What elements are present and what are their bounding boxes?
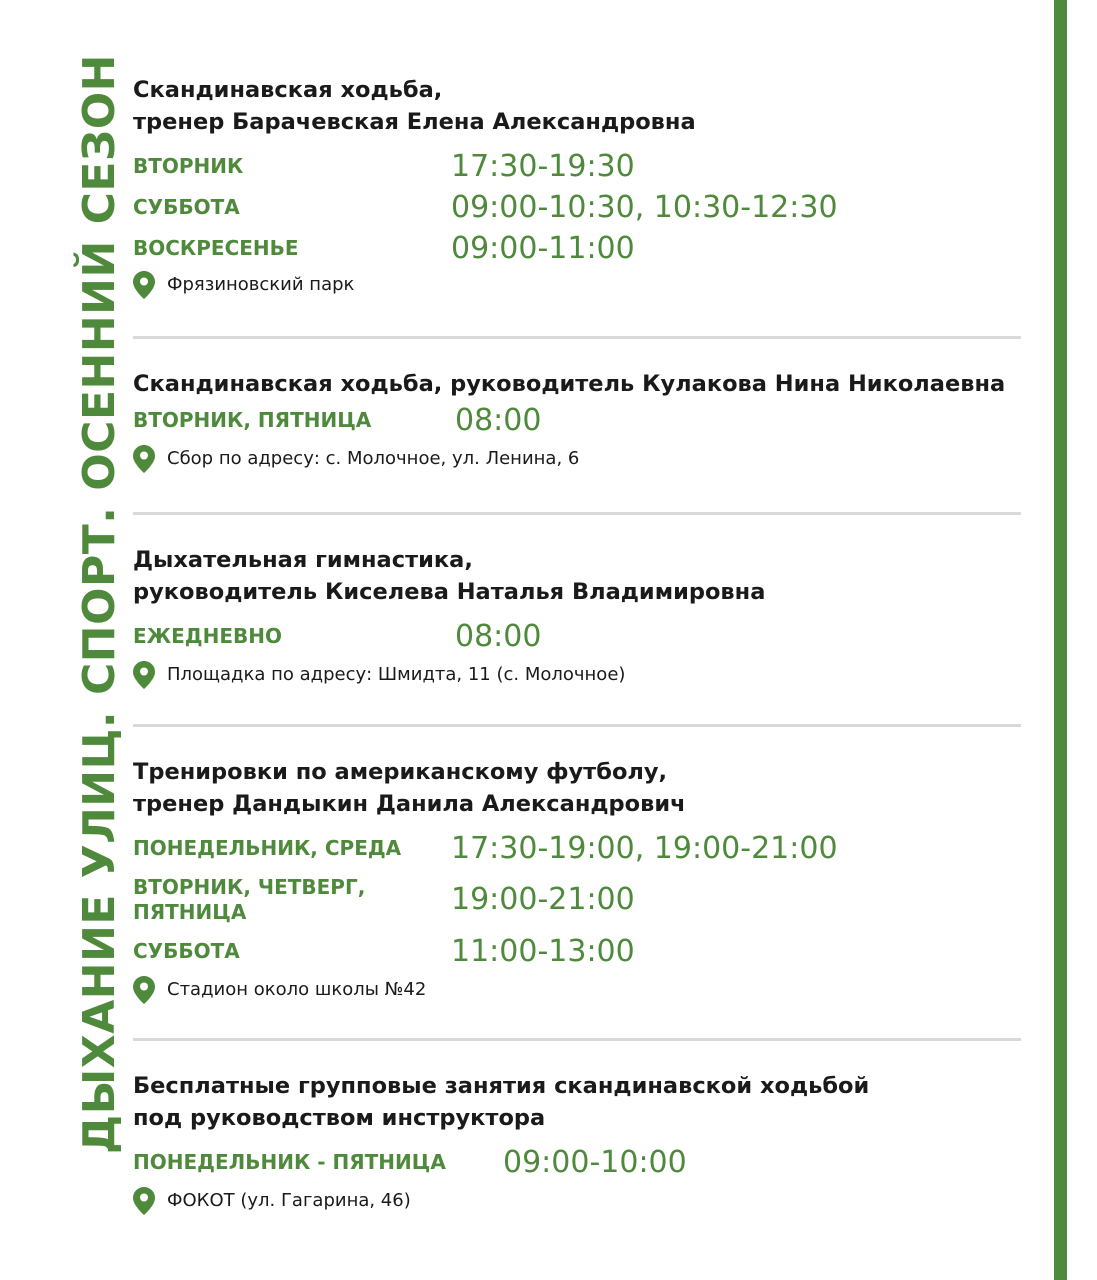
activity-section: [133, 74, 1023, 299]
activity-title: [133, 368, 1033, 400]
map-pin-icon: [133, 661, 155, 689]
activity-title: [133, 544, 1023, 608]
schedule-time: 11:00-13:00: [451, 933, 635, 969]
schedule-table: [133, 828, 1023, 972]
activity-title-line: под руководством инструктора: [133, 1105, 546, 1131]
activity-title-line: Скандинавская ходьба,: [133, 77, 443, 103]
schedule-day: ЕЖЕДНЕВНО: [133, 624, 283, 648]
activity-title-line: тренер Дандыкин Данила Александрович: [133, 791, 686, 817]
schedule-day: ВТОРНИК: [133, 154, 244, 178]
schedule-row: [133, 931, 1023, 972]
schedule-day: ВТОРНИК, ПЯТНИЦА: [133, 408, 372, 432]
divider: [133, 1038, 1021, 1041]
location: [133, 1187, 1023, 1215]
schedule-row: [133, 869, 1023, 931]
activity-title: [133, 74, 1023, 138]
schedule-day: ВОСКРЕСЕНЬЕ: [133, 236, 299, 260]
schedule-day: СУББОТА: [133, 939, 240, 963]
activity-section: [133, 544, 1023, 689]
schedule-day-line: ПЯТНИЦА: [133, 900, 247, 924]
divider: [133, 512, 1021, 515]
schedule-time: 17:30-19:30: [451, 148, 635, 184]
side-title: ДЫХАНИЕ УЛИЦ. СПОРТ. ОСЕННИЙ СЕЗОН: [74, 54, 125, 1154]
activity-title-line: Скандинавская ходьба, руководитель Кулакова Нина Николаевна: [133, 371, 1006, 397]
schedule-time: 08:00: [455, 618, 542, 654]
schedule-time: 08:00: [455, 402, 542, 438]
schedule-time: 09:00-10:30, 10:30-12:30: [451, 189, 838, 225]
map-pin-icon: [133, 976, 155, 1004]
activity-section: [133, 368, 1033, 473]
schedule-time: 19:00-21:00: [451, 882, 635, 917]
divider: [133, 724, 1021, 727]
schedule-day-line: ВТОРНИК, ЧЕТВЕРГ,: [133, 875, 366, 899]
schedule-day: СУББОТА: [133, 195, 240, 219]
schedule-row: [133, 828, 1023, 869]
activity-title: [133, 756, 1023, 820]
schedule-time: 09:00-10:00: [503, 1144, 687, 1180]
map-pin-icon: [133, 1187, 155, 1215]
schedule-day: ПОНЕДЕЛЬНИК - ПЯТНИЦА: [133, 1150, 446, 1174]
location: [133, 976, 1023, 1004]
location: [133, 661, 1023, 689]
schedule-row: [133, 400, 1033, 441]
schedule-day: [133, 875, 451, 925]
map-pin-icon: [133, 271, 155, 299]
schedule-row: [133, 228, 1023, 269]
location-text: Сбор по адресу: с. Молочное, ул. Ленина, 6: [167, 448, 580, 469]
location: [133, 445, 1033, 473]
activity-title-line: тренер Барачевская Елена Александровна: [133, 109, 696, 135]
activity-section: [133, 1070, 1023, 1215]
location-text: Фрязиновский парк: [167, 274, 355, 295]
activity-title-line: Тренировки по американскому футболу,: [133, 759, 668, 785]
activity-title: [133, 1070, 1023, 1134]
location-text: Стадион около школы №42: [167, 979, 427, 1000]
schedule-row: [133, 187, 1023, 228]
schedule-time: 09:00-11:00: [451, 230, 635, 266]
schedule-day: ПОНЕДЕЛЬНИК, СРЕДА: [133, 836, 402, 860]
activity-title-line: Бесплатные групповые занятия скандинавской ходьбой: [133, 1073, 870, 1099]
schedule-time: 17:30-19:00, 19:00-21:00: [451, 830, 838, 866]
activity-title-line: руководитель Киселева Наталья Владимировна: [133, 579, 766, 605]
schedule-row: [133, 1142, 1023, 1183]
schedule-table: [133, 616, 1023, 657]
activity-title-line: Дыхательная гимнастика,: [133, 547, 473, 573]
schedule-row: [133, 146, 1023, 187]
schedule-table: [133, 146, 1023, 269]
activity-section: [133, 756, 1023, 1004]
divider: [133, 336, 1021, 339]
schedule-row: [133, 616, 1023, 657]
location: [133, 271, 1023, 299]
schedule-table: [133, 1142, 1023, 1183]
right-accent-bar: [1054, 0, 1067, 1280]
location-text: ФОКОТ (ул. Гагарина, 46): [167, 1190, 411, 1211]
map-pin-icon: [133, 445, 155, 473]
schedule-table: [133, 400, 1033, 441]
location-text: Площадка по адресу: Шмидта, 11 (с. Молочное): [167, 664, 626, 685]
